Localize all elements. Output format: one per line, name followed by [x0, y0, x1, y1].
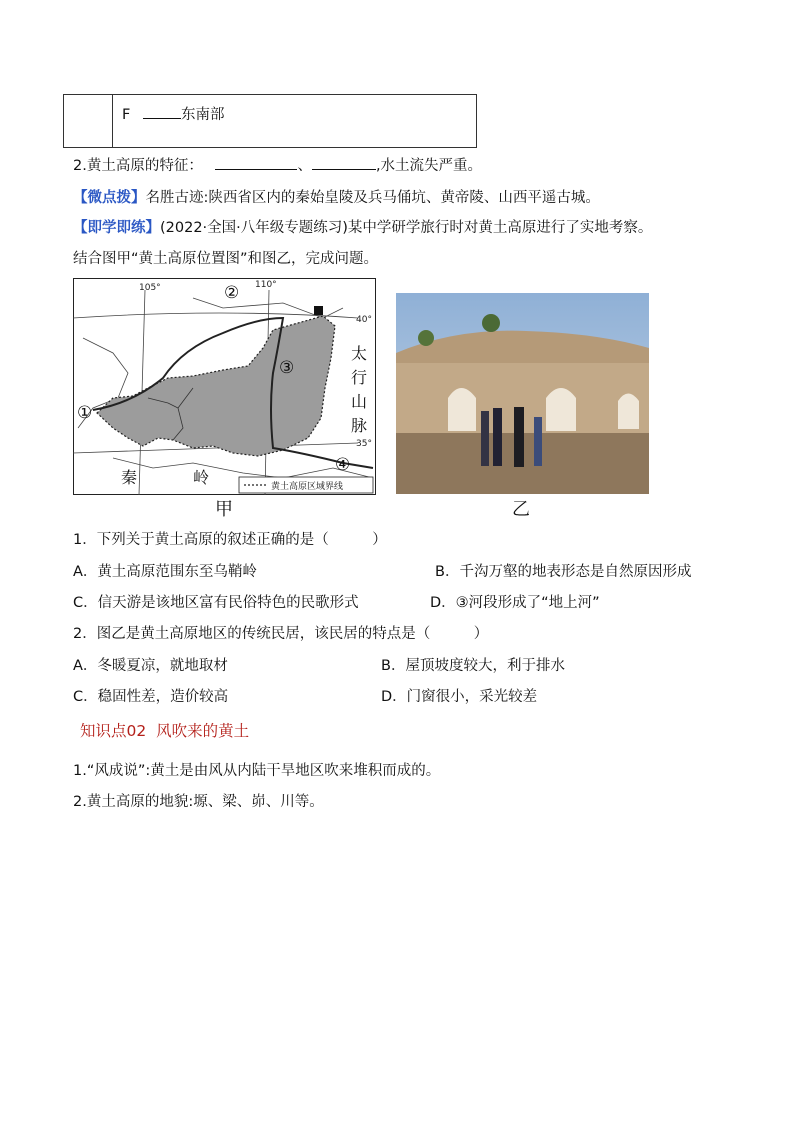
mountain-char-4: 脉: [351, 416, 368, 435]
loess-plateau-map: [73, 278, 376, 495]
practice-text: (2022·全国·八年级专题练习)某中学研学旅行时对黄土高原进行了实地考察。: [160, 220, 653, 236]
label-3: ③: [279, 358, 295, 378]
q2-option-c[interactable]: C．稳固性差，造价较高: [73, 689, 229, 705]
label-2: ②: [224, 283, 240, 303]
table-row-text: [122, 103, 224, 124]
tip-tag: 【微点拨】: [73, 190, 146, 206]
qinling-char-1: 秦: [121, 468, 138, 487]
cave-dwelling-photo: [396, 293, 649, 494]
label-4: ④: [335, 455, 351, 475]
table-row-letter: F: [122, 107, 131, 123]
q2-stem: 2．图乙是黄土高原地区的传统民居，该民居的特点是（ ）: [73, 626, 489, 642]
answer-table: [63, 94, 477, 148]
table-cell-empty: [64, 95, 113, 147]
photo-caption: 乙: [512, 499, 530, 520]
note-line-2: 2.黄土高原的地貌:塬、梁、峁、川等。: [73, 794, 324, 810]
lon-105: 105°: [139, 283, 161, 293]
tip-line: [73, 186, 600, 207]
qinling-char-2: 岭: [193, 468, 210, 487]
feature-sep: 、: [297, 158, 312, 174]
table-row-suffix: 东南部: [180, 107, 225, 123]
cave-door-2: [546, 388, 576, 431]
q1-stem: 1．下列关于黄土高原的叙述正确的是（ ）: [73, 532, 387, 548]
q2-option-d[interactable]: D．门窗很小，采光较差: [381, 689, 538, 705]
cave-door-1: [448, 388, 476, 431]
legend-text: 黄土高原区域界线: [271, 482, 344, 492]
map-caption: 甲: [215, 499, 233, 520]
practice-line: [73, 216, 652, 237]
lon-110: 110°: [255, 280, 277, 290]
practice-tag: 【即学即练】: [73, 220, 160, 236]
person-4: [534, 417, 542, 466]
q1-option-b[interactable]: B．千沟万壑的地表形态是自然原因形成: [435, 564, 692, 580]
q2-option-a[interactable]: A．冬暖夏凉，就地取材: [73, 658, 228, 674]
fill-blank-1[interactable]: [215, 155, 297, 170]
cave-door-3: [618, 394, 639, 430]
mountain-char-1: 太: [351, 344, 368, 363]
person-3: [514, 407, 524, 467]
feature-prefix: 2.黄土高原的特征：: [73, 158, 203, 174]
q1-option-a[interactable]: A．黄土高原范围东至乌鞘岭: [73, 564, 257, 580]
practice-line-2: 结合图甲“黄土高原位置图”和图乙，完成问题。: [73, 251, 379, 267]
fill-blank-2[interactable]: [312, 155, 376, 170]
mountain-char-2: 行: [351, 368, 368, 387]
q2-option-b[interactable]: B．屋顶坡度较大，利于排水: [381, 658, 565, 674]
q1-option-c[interactable]: C．信天游是该地区富有民俗特色的民歌形式: [73, 595, 359, 611]
lat-35: 35°: [356, 439, 372, 449]
feature-suffix: ,水土流失严重。: [375, 158, 483, 174]
mountain-char-3: 山: [351, 392, 368, 411]
note-line-1: 1.“风成说”:黄土是由风从内陆干旱地区吹来堆积而成的。: [73, 763, 441, 779]
feature-line: [73, 154, 482, 175]
person-1: [481, 411, 489, 466]
tip-text: 名胜古迹:陕西省区内的秦始皇陵及兵马俑坑、黄帝陵、山西平遥古城。: [145, 190, 600, 206]
label-1: ①: [77, 403, 93, 423]
fill-blank[interactable]: [143, 104, 181, 119]
lat-40: 40°: [356, 315, 372, 325]
kp02-title: 知识点02 风吹来的黄土: [80, 722, 250, 740]
q1-option-d[interactable]: D．③河段形成了“地上河”: [430, 595, 600, 611]
person-2: [493, 408, 502, 466]
